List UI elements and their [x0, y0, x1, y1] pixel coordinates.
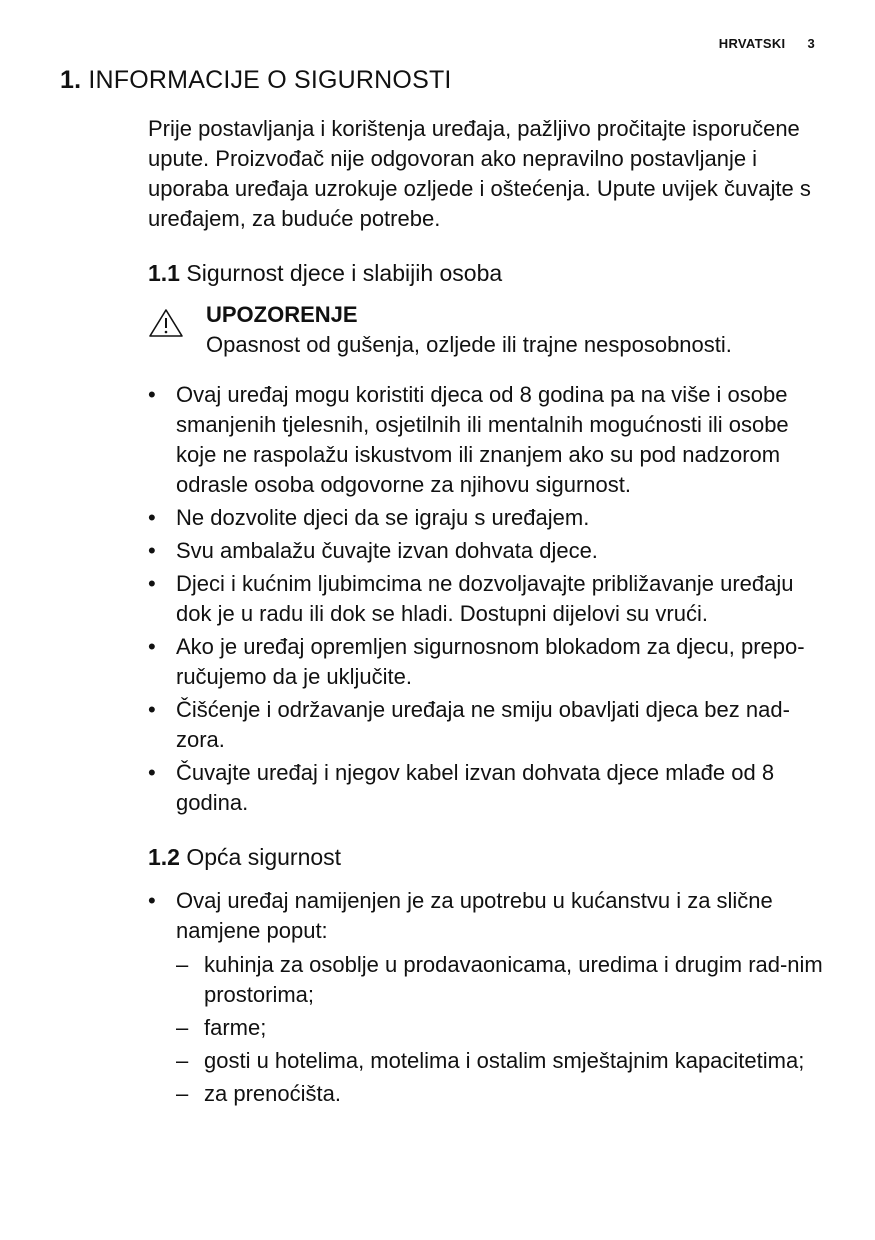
subsection-number-1: 1.1	[148, 260, 180, 286]
general-safety-list	[148, 886, 828, 1109]
dash-item: – farme;	[176, 1015, 267, 1040]
list-item-text: Ako je uređaj opremljen sigurnosnom blokadom za djecu, prepo-ručujemo da je uključite.	[176, 634, 805, 689]
list-item: • Ovaj uređaj namijenjen je za upotrebu u kućanstvu i za slične namjene poput: – kuhinja za osoblje u prodavaonicama, uredima i drugim rad-nim prostorima; – farme; – gosti u hotelima, motelima i ostalim smještajnim kapacitetima; – za prenoćišta.	[148, 886, 828, 1109]
list-item: • Čuvajte uređaj i njegov kabel izvan dohvata djece mlađe od 8 godina.	[148, 760, 775, 815]
list-item-text: Svu ambalažu čuvajte izvan dohvata djece.	[176, 538, 598, 563]
section-number: 1.	[60, 66, 82, 94]
subsection-title-text-1: Sigurnost djece i slabijih osoba	[186, 260, 503, 286]
section-title-text: INFORMACIJE O SIGURNOSTI	[88, 66, 452, 94]
dash-item-text: farme;	[204, 1015, 267, 1040]
list-item: • Ako je uređaj opremljen sigurnosnom blokadom za djecu, prepo-ručujemo da je uključite.	[148, 634, 805, 689]
subsection-title-text-2: Opća sigurnost	[186, 844, 342, 870]
list-item: • Djeci i kućnim ljubimcima ne dozvoljavajte približavanje uređaju dok je u radu ili dok se hladi. Dostupni dijelovi su vrući.	[148, 571, 794, 626]
list-item: • Ovaj uređaj mogu koristiti djeca od 8 godina pa na više i osobe smanjenih tjelesnih, osjetilnih ili mentalnih mogućnosti ili osobe koje ne raspolažu iskustvom ili znanjem ako su pod nadzorom odrasle osoba odgovorne za njihovu sigurnost.	[148, 382, 789, 497]
warning-triangle-icon	[148, 308, 184, 338]
page-number: 3	[807, 36, 815, 51]
dash-item-text: kuhinja za osoblje u prodavaonicama, uredima i drugim rad-nim prostorima;	[204, 952, 823, 1007]
header-language: HRVATSKI	[718, 36, 786, 51]
list-item: • Svu ambalažu čuvajte izvan dohvata djece.	[148, 538, 598, 563]
warning-text: Opasnost od gušenja, ozljede ili trajne nesposobnosti.	[206, 332, 732, 357]
list-item: • Čišćenje i održavanje uređaja ne smiju obavljati djeca bez nad-zora.	[148, 697, 790, 752]
list-item-text: Ovaj uređaj namijenjen je za upotrebu u kućanstvu i za slične namjene poput:	[176, 888, 773, 943]
dash-item-text: za prenoćišta.	[204, 1081, 341, 1106]
list-item-text: Ovaj uređaj mogu koristiti djeca od 8 godina pa na više i osobe smanjenih tjelesnih, osjetilnih ili mentalnih mogućnosti ili osobe koje ne raspolažu iskustvom ili znanjem ako su pod nadzorom odrasle osoba odgovorne za njihovu sigurnost.	[176, 382, 789, 497]
dash-item: – za prenoćišta.	[176, 1081, 341, 1106]
subsection-title-1	[148, 258, 828, 288]
dash-item: – kuhinja za osoblje u prodavaonicama, uredima i drugim rad-nim prostorima;	[176, 952, 823, 1007]
list-item-text: Ne dozvolite djeci da se igraju s uređajem.	[176, 505, 590, 530]
list-item: • Ne dozvolite djeci da se igraju s uređajem.	[148, 505, 590, 530]
page-header	[719, 36, 815, 51]
list-item-text: Djeci i kućnim ljubimcima ne dozvoljavajte približavanje uređaju dok je u radu ili dok se hladi. Dostupni dijelovi su vrući.	[176, 571, 794, 626]
section-title	[60, 66, 452, 95]
document-body	[148, 114, 828, 1112]
dash-item: – gosti u hotelima, motelima i ostalim smještajnim kapacitetima;	[176, 1048, 805, 1073]
intro-paragraph: Prije postavljanja i korištenja uređaja, pažljivo pročitajte isporučene upute. Proizvođač nije odgovoran ako nepravilno postavljanje i uporaba uređaja uzrokuje ozljede i oštećenja. Upute uvijek čuvajte s uređajem, za buduće potrebe.	[148, 116, 811, 231]
list-item-text: Čišćenje i održavanje uređaja ne smiju obavljati djeca bez nad-zora.	[176, 697, 790, 752]
safety-bullet-list	[148, 380, 828, 818]
subsection-title-2	[148, 842, 828, 872]
usage-dash-list	[176, 950, 828, 1109]
list-item-text: Čuvajte uređaj i njegov kabel izvan dohvata djece mlađe od 8 godina.	[176, 760, 775, 815]
subsection-number-2: 1.2	[148, 844, 180, 870]
warning-title: UPOZORENJE	[206, 302, 358, 327]
dash-item-text: gosti u hotelima, motelima i ostalim smještajnim kapacitetima;	[204, 1048, 805, 1073]
warning-box	[148, 300, 828, 360]
